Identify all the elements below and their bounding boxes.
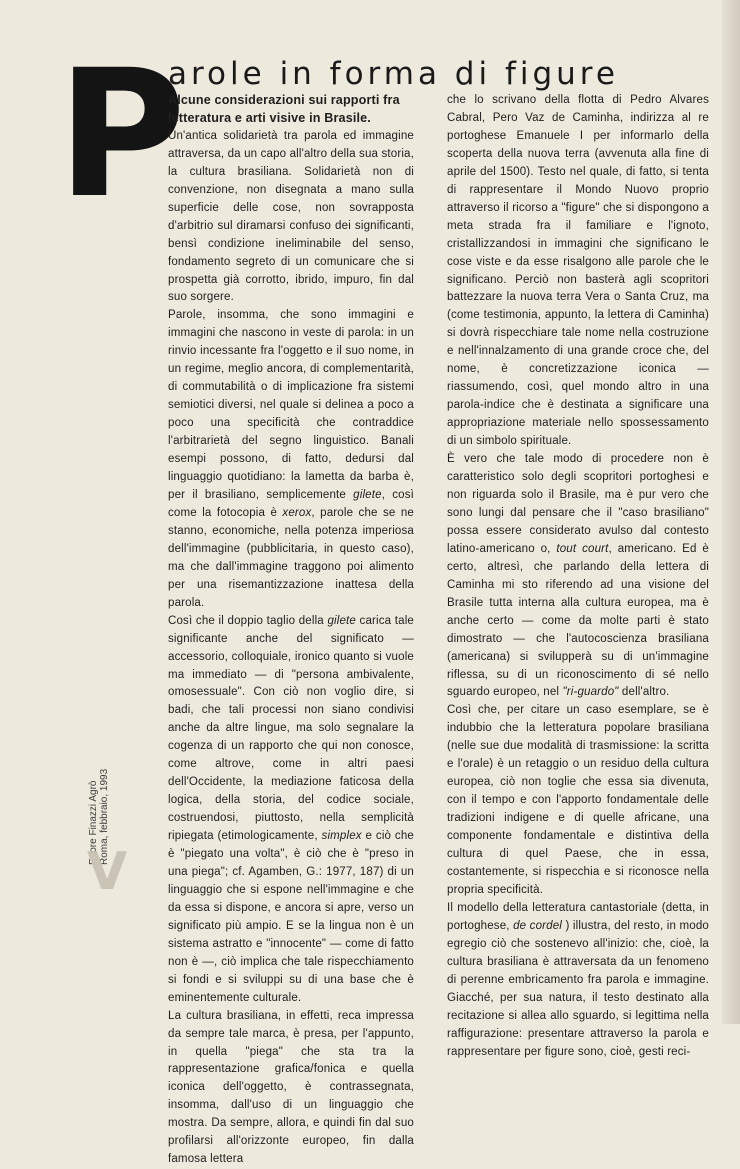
paragraph bbox=[168, 307, 414, 612]
article-subtitle: Alcune considerazioni sui rapporti fra letteratura e arti visive in Brasile. bbox=[168, 93, 400, 125]
title-dropcap: P bbox=[57, 32, 182, 237]
article-title: arole in forma di figure bbox=[168, 56, 619, 92]
text-run: Il modello della letteratura cantastoriale (detta, in portoghese, bbox=[447, 901, 709, 932]
italic-term: tout court bbox=[556, 542, 609, 555]
text-run: ) illustra, del resto, in modo egregio ciò che sostenevo all'inizio: che, cioè, la cultura brasiliana è attraversata da un fenomeno di perenne embricamento fra parola e immagine. Giacché, per sua natura, il testo destinato alla recitazione si allea allo sguardo, si legittima nella raffigurazione: presentare attraverso la parola e rappresentare per figure sono, cioè, gesti reci- bbox=[447, 919, 709, 1058]
paragraph bbox=[168, 1008, 414, 1169]
italic-term: "ri-guardo" bbox=[562, 686, 619, 699]
paragraph bbox=[447, 900, 709, 1062]
text-run: Così che, per citare un caso esemplare, se è indubbio che la letteratura popolare brasiliana (nelle sue due modalità di trasmissione: la scritta e l'orale) è un retaggio o un residuo della cultura europea, ciò non toglie che essa sia divenuta, con il tempo e con l'apporto fondamentale delle tradizioni indigene e di quelle africane, una componente fondamentale e distintiva della cultura di quel Paese, che in essa, costantemente, si rispecchia e si riconosce nella propria specificità. bbox=[447, 704, 709, 896]
right-column bbox=[447, 92, 709, 1061]
page-edge-shadow bbox=[722, 0, 740, 1024]
text-run: carica tale significante anche del significato — accessorio, colloquiale, ironico quanto si vuole ma immediato — di "persona ambivalente, omosessuale". Con ciò non voglio dire, si badi, che tali processi non siano condivisi anche da altre lingue, ma solo segnalare la cogenza di un rapporto che qui non conosce, come altrove, come in altri paesi dell'Occidente, la mediazione faticosa della logica, della storia, del codice sociale, costruendosi, piuttosto, nella semplicità ripiegata (etimologicamente, bbox=[168, 614, 414, 843]
paragraph bbox=[447, 92, 709, 451]
paragraph bbox=[168, 613, 414, 1008]
text-run: Parole, insomma, che sono immagini e immagini che nascono in veste di parola: in un rinvio incessante fra l'oggetto e il suo nome, in un regime, meglio ancora, di complementarità, di commutabilità o di implicazione fra sistemi semiotici diversi, nel quale si delinea a poco a poco una specificità che contraddice l'arbitrarietà del segno linguistico. Banali esempi possono, di fatto, dedursi dal linguaggio quotidiano: la lametta da barba è, per il brasiliano, semplicemente bbox=[168, 309, 414, 501]
byline-author: Ettore Finazzi Agrò bbox=[88, 780, 99, 865]
paragraph bbox=[447, 451, 709, 702]
italic-term: gilete bbox=[327, 614, 356, 627]
text-run: che lo scrivano della flotta di Pedro Alvares Cabral, Pero Vaz de Caminha, indirizza al re portoghese Emanuele I per informarlo della scoperta della nuova terra (avvenuta alla fine di aprile del 1500). Testo nel quale, di fatto, si tenta di rappresentare il Mondo Nuovo proprio attraverso il ricorso a "figure" che si dispongono a meta strada fra il familiare e l'ignoto, cristallizzandosi in immagini che significano le cose viste e da esse risalgono alle parole che le significano. Perciò non basterà agli scopritori battezzare la nuova terra Vera o Santa Cruz, ma (come testimonia, appunto, la lettera di Caminha) si dovrà rispecchiare tale nome nella costruzione e nell'innalzamento di una grande croce che, del nome, è concretizzazione iconica — riassumendo, così, quel mondo altro in una parola-indice che è destinata a significare una appropriazione materiale nello spossessamento di un simbolo spirituale. bbox=[447, 94, 709, 448]
text-run: Così che il doppio taglio della bbox=[168, 614, 328, 627]
section-mark: V bbox=[87, 842, 128, 902]
italic-term: gilete bbox=[353, 488, 382, 501]
text-run: La cultura brasiliana, in effetti, reca impressa da sempre tale marca, è presa, per l'appunto, in quella "piega" che sta tra la rappresentazione grafica/fonica e quella iconica dell'oggetto, è contrassegnata, insomma, dall'uso di un linguaggio che mostra. Da sempre, allora, e quindi fin dal suo profilarsi all'orizzonte europeo, fin dalla famosa lettera bbox=[168, 1009, 414, 1166]
italic-term: de cordel bbox=[513, 919, 563, 932]
paragraph bbox=[168, 128, 414, 308]
text-run: Un'antica solidarietà tra parola ed immagine attraversa, da un capo all'altro della sua storia, la cultura brasiliana. Solidarietà non di convenzione, non disegnata a mano sulla superficie delle cose, non sovrapposta d'arbitrio sul diramarsi confuso dei significanti, bensì condizione ineliminabile del senso, fondamento segreto di un comunicare che si prospetta già corrotto, ibrido, impuro, fin dal suo sorgere. bbox=[168, 129, 414, 304]
text-run: , parole che se ne stanno, economiche, nella potenza imperiosa dell'immagine (pubblicitaria, in questo caso), ma che dall'immagine traggono poi alimento per una risemantizzazione inattesa della parola. bbox=[168, 506, 414, 609]
text-run: , così come la fotocopia è bbox=[168, 488, 414, 519]
italic-term: simplex bbox=[321, 830, 362, 843]
text-run: , americano. Ed è certo, altresì, che parlando della lettera di Caminha mi sto riferendo ad una visione del Brasile tutta interna alla cultura europea, ma è anche certo — come da molte parti è stato dimostrato — che l'autocoscienza brasiliana (americana) si svilupperà su di un'immagine riflessa, su di un riconoscimento di sé nello sguardo europeo, nel bbox=[447, 542, 709, 699]
left-column bbox=[168, 92, 414, 1169]
text-run: È vero che tale modo di procedere non è caratteristico solo degli scopritori portoghesi e non riguarda solo il Brasile, ma è pur vero che sono lungi dal pensare che il "caso brasiliano" possa essere considerato avulso dal contesto latino-americano o, bbox=[447, 453, 709, 555]
italic-term: xerox bbox=[282, 506, 312, 519]
text-run: e ciò che è "piegato una volta", è ciò che è "preso in una piega"; cf. Agamben, G.: 1977, 187) di un linguaggio che si espone nell'immagine e che da essa si dispone, e ancora si apre, verso un significato più ampio. E se la lingua non è un sistema astratto e "innocente" — come di fatto non è —, ciò implica che tale rispecchiamento si fondi e si sviluppi su di una base che è eminentemente culturale. bbox=[168, 830, 414, 1004]
byline-place-date: Roma, febbraio, 1993 bbox=[99, 768, 110, 865]
paragraph bbox=[447, 702, 709, 899]
text-run: dell'altro. bbox=[618, 686, 670, 699]
